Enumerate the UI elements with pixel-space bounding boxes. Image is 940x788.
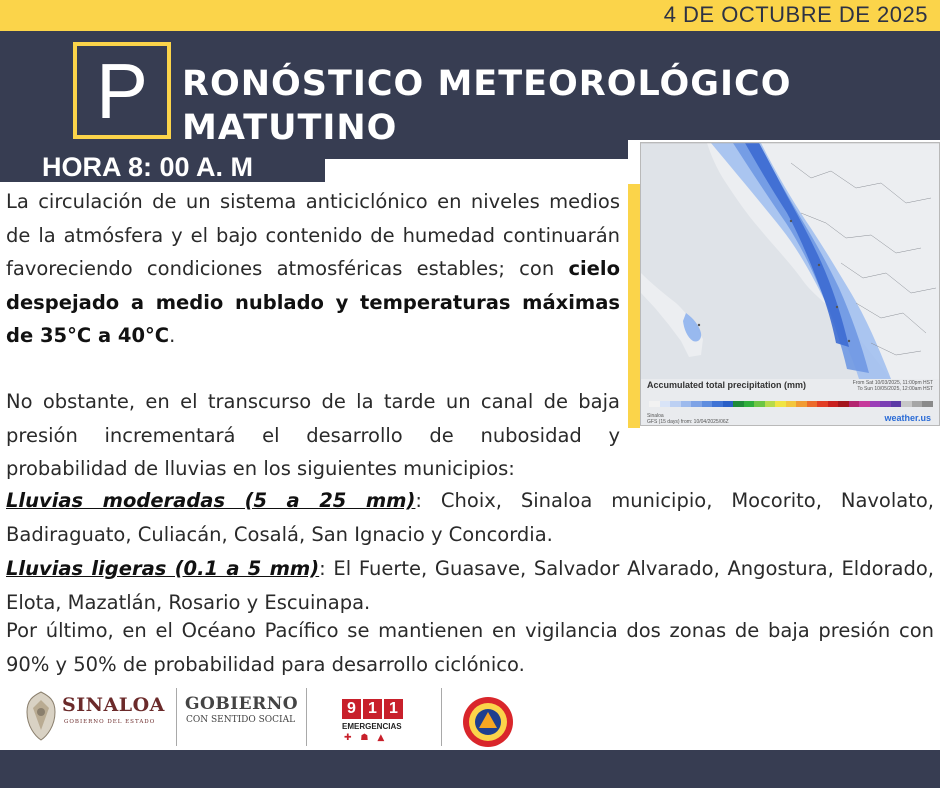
intro-end: . xyxy=(169,324,176,347)
precipitation-scale-swatch xyxy=(870,401,881,407)
map-region: Sinaloa xyxy=(647,413,664,419)
e911-digit: 1 xyxy=(384,699,403,719)
afternoon-paragraph: No obstante, en el transcurso de la tarde un canal de baja presión incrementará el desarrollo de nubosidad y probabilidad de lluvias en los siguientes municipios: xyxy=(6,390,620,480)
e911-digit: 1 xyxy=(363,699,382,719)
intro-paragraph xyxy=(6,185,620,353)
footer-bar xyxy=(0,750,940,788)
precipitation-scale-swatch xyxy=(912,401,923,407)
precipitation-scale-swatch xyxy=(775,401,786,407)
precipitation-scale-swatch xyxy=(817,401,828,407)
sinaloa-logo-subtitle: GOBIERNO DEL ESTADO xyxy=(64,719,156,725)
page-title-line2: MATUTINO xyxy=(182,108,398,148)
precipitation-scale-swatch xyxy=(849,401,860,407)
precipitation-scale-swatch xyxy=(922,401,933,407)
gobierno-logo-text: GOBIERNO xyxy=(185,694,299,714)
closing-paragraph: Por último, en el Océano Pacífico se mantienen en vigilancia dos zonas de baja presión con 90% y 50% de probabilidad para desarrollo ciclónico. xyxy=(6,619,934,676)
precipitation-scale-swatch xyxy=(670,401,681,407)
precipitation-scale-swatch xyxy=(702,401,713,407)
precipitation-scale-swatch xyxy=(796,401,807,407)
precipitation-scale-swatch xyxy=(901,401,912,407)
precipitation-legend-title: Accumulated total precipitation (mm) xyxy=(647,380,807,390)
moderate-rain-list: : Choix, Sinaloa municipio, Mocorito, Navolato, Badiraguato, Culiacán, Cosalá, San Ignacio y Concordia. xyxy=(6,489,934,546)
moderate-rain-paragraph xyxy=(6,484,934,551)
emergencias-911-logo xyxy=(342,698,405,719)
precipitation-scale-swatch xyxy=(828,401,839,407)
precipitation-scale-swatch xyxy=(712,401,723,407)
map-credits xyxy=(647,413,729,425)
precipitation-scale-swatch xyxy=(765,401,776,407)
sinaloa-logo-text: SINALOA xyxy=(62,694,165,716)
e911-subtitle: EMERGENCIAS xyxy=(342,722,402,731)
precipitation-scale-swatch xyxy=(838,401,849,407)
precipitation-scale-swatch xyxy=(880,401,891,407)
map-model-run: GFS (15 days) from: 10/04/2025/06Z xyxy=(647,419,729,425)
intro-highlight: cielo despejado a medio nublado y temperaturas máximas de 35°C a 40°C xyxy=(6,257,620,347)
date-bar xyxy=(0,0,940,31)
precipitation-scale-swatch xyxy=(660,401,671,407)
precipitation-map-graphic xyxy=(641,143,940,379)
precipitation-scale-swatch xyxy=(733,401,744,407)
title-initial-box xyxy=(73,42,171,139)
logo-divider xyxy=(441,688,442,746)
map-valid-from: From Sat 10/03/2025, 11:00pm HST xyxy=(852,380,933,386)
precipitation-scale-swatch xyxy=(786,401,797,407)
e911-digit: 9 xyxy=(342,699,361,719)
weather-us-logo: weather.us xyxy=(884,413,931,423)
page-title-line1: RONÓSTICO METEOROLÓGICO xyxy=(182,64,792,104)
sinaloa-crest-icon xyxy=(25,690,57,742)
gobierno-logo-subtitle: CON SENTIDO SOCIAL xyxy=(186,715,296,725)
precipitation-scale-swatch xyxy=(807,401,818,407)
logo-strip xyxy=(0,686,940,750)
bulletin-date: 4 DE OCTUBRE DE 2025 xyxy=(663,2,928,27)
precipitation-scale-swatch xyxy=(681,401,692,407)
light-rain-list: : El Fuerte, Guasave, Salvador Alvarado, Angostura, Eldorado, Elota, Mazatlán, Rosario y Escuinapa. xyxy=(6,557,934,614)
precipitation-scale-swatch xyxy=(723,401,734,407)
logo-divider xyxy=(306,688,307,746)
forecast-time: HORA 8: 00 A. M xyxy=(42,152,254,182)
emergency-icons: ✚ ☗ ▲ xyxy=(344,733,388,743)
precipitation-scale-swatch xyxy=(891,401,902,407)
precipitation-scale-swatch xyxy=(691,401,702,407)
precipitation-scale-swatch xyxy=(859,401,870,407)
proteccion-civil-seal-icon xyxy=(462,696,514,748)
map-accent-band xyxy=(628,184,640,428)
precipitation-scale-swatch xyxy=(754,401,765,407)
intro-text: La circulación de un sistema anticiclónico en niveles medios de la atmósfera y el bajo contenido de humedad continuarán favoreciendo condiciones atmosféricas estables; con xyxy=(6,190,620,280)
light-rain-paragraph xyxy=(6,552,934,619)
precipitation-scale-swatch xyxy=(649,401,660,407)
map-valid-to: To Sun 10/05/2025, 12:00am HST xyxy=(857,386,933,392)
title-initial: P xyxy=(95,47,149,135)
precipitation-map xyxy=(640,142,940,426)
map-valid-period xyxy=(853,380,933,392)
precipitation-color-scale xyxy=(649,401,933,407)
precipitation-scale-swatch xyxy=(744,401,755,407)
logo-divider xyxy=(176,688,177,746)
moderate-rain-label: Lluvias moderadas (5 a 25 mm) xyxy=(6,489,416,512)
light-rain-label: Lluvias ligeras (0.1 a 5 mm) xyxy=(6,557,320,580)
